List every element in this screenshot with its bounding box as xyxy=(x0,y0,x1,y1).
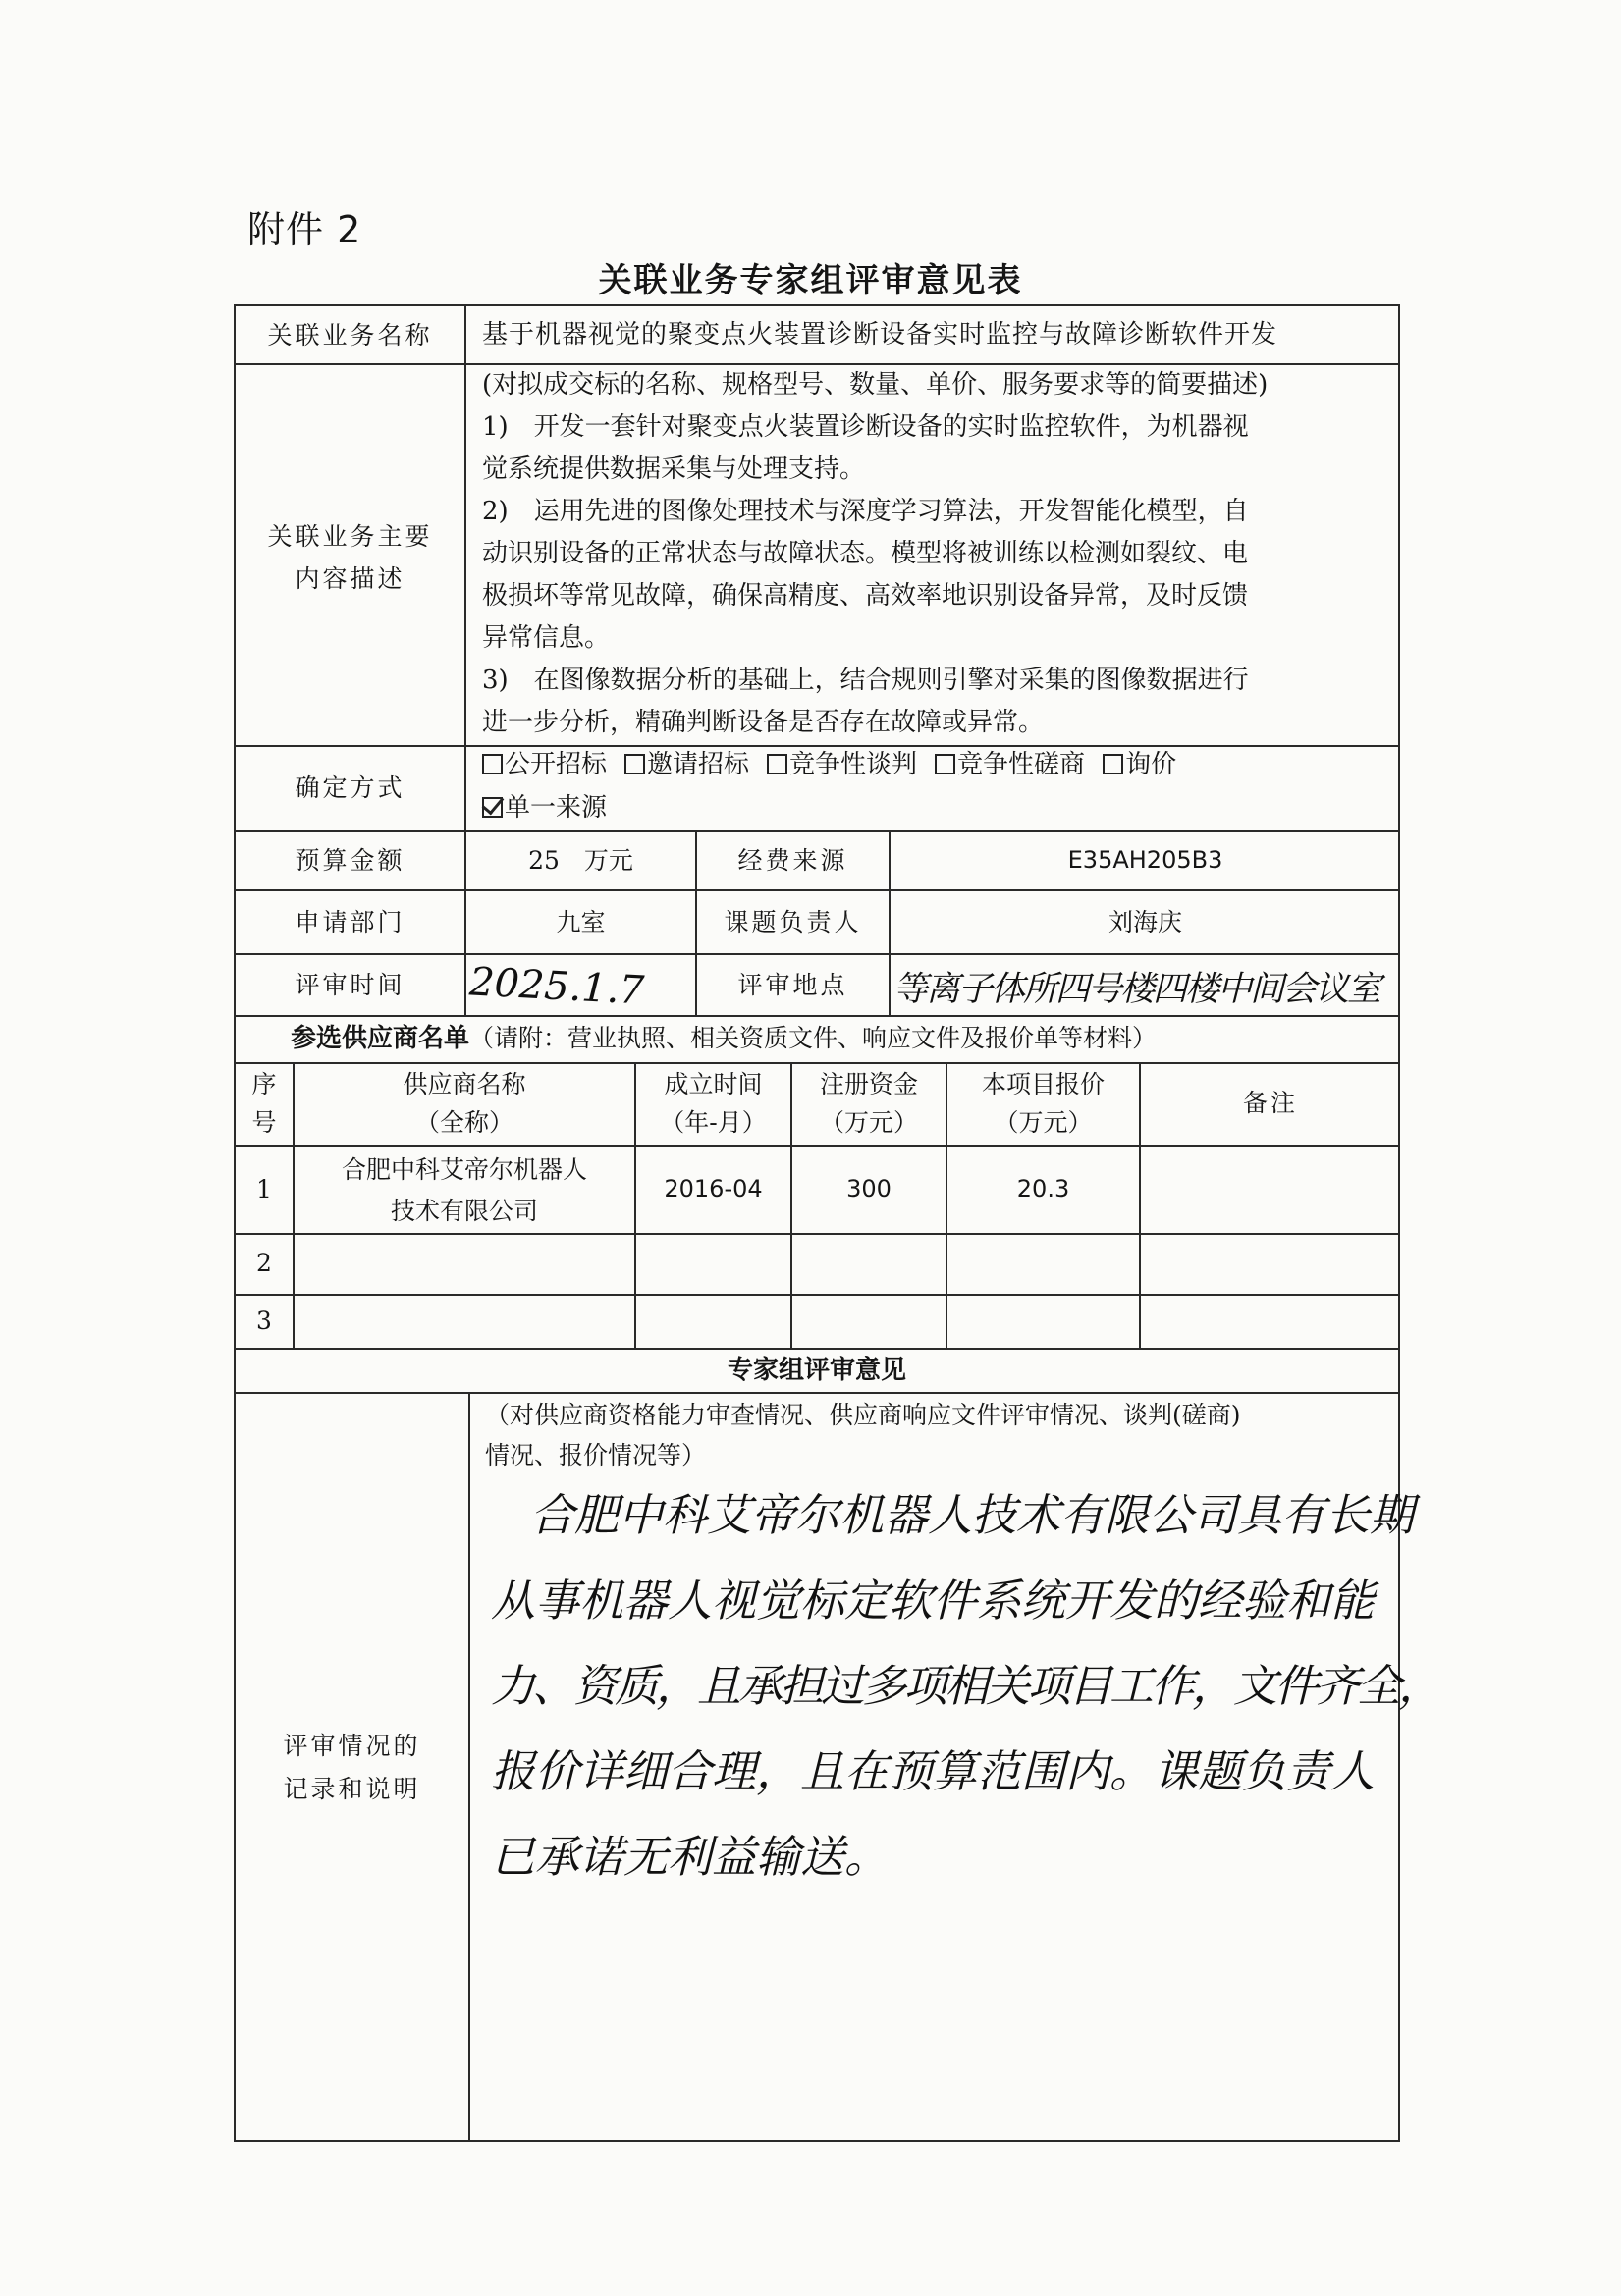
col-header-founded: （年-月） xyxy=(660,1108,767,1137)
description-line: (对拟成交标的名称、规格型号、数量、单价、服务要求等的简要描述) xyxy=(482,370,1269,400)
row-divider xyxy=(234,830,1400,832)
supplier-name: 合肥中科艾帝尔机器人 xyxy=(341,1155,587,1184)
review-place-label: 评审地点 xyxy=(737,971,848,999)
method-option-inquiry[interactable]: 询价 xyxy=(1103,750,1176,779)
review-place-value: 等离子体所四号楼四楼中间会议室 xyxy=(893,970,1380,1009)
opinion-line: 报价详细合理，且在预算范围内。课题负责人 xyxy=(491,1745,1376,1797)
project-leader-label: 课题负责人 xyxy=(724,908,862,936)
business-name-label: 关联业务名称 xyxy=(267,321,433,349)
supplier-row-no: 2 xyxy=(256,1249,272,1277)
business-content-label: 关联业务主要 xyxy=(267,522,433,551)
col-header-no: 序 xyxy=(251,1070,277,1098)
checkbox-icon[interactable] xyxy=(624,754,645,774)
description-line: 3) 在图像数据分析的基础上，结合规则引擎对采集的图像数据进行 xyxy=(482,666,1249,695)
funding-label: 经费来源 xyxy=(737,846,848,875)
department-value: 九室 xyxy=(556,908,606,936)
supplier-row-no: 3 xyxy=(256,1307,272,1335)
row-divider xyxy=(234,1145,1400,1147)
description-line: 2) 运用先进的图像处理技术与深度学习算法，开发智能化模型，自 xyxy=(482,497,1249,526)
expert-review-title: 专家组评审意见 xyxy=(727,1356,906,1385)
supplier-founded: 2016-04 xyxy=(664,1175,763,1202)
description-line: 极损坏等常见故障，确保高精度、高效率地识别设备异常，及时反馈 xyxy=(482,581,1249,611)
checkbox-checked-icon[interactable] xyxy=(482,797,503,818)
col-header-capital: （万元） xyxy=(819,1108,918,1137)
checkbox-icon[interactable] xyxy=(935,754,955,774)
col-header-quote: 本项目报价 xyxy=(981,1070,1105,1098)
description-line: 1) 开发一套针对聚变点火装置诊断设备的实时监控软件，为机器视 xyxy=(482,412,1249,442)
opinion-line: 力、资质，且承担过多项相关项目工作，文件齐全， xyxy=(491,1660,1440,1712)
method-label: 确定方式 xyxy=(295,774,405,802)
supplier-name: 技术有限公司 xyxy=(390,1197,538,1225)
col-header-remark: 备注 xyxy=(1242,1089,1298,1117)
handwritten-review-opinion xyxy=(491,1472,1439,1899)
col-header-capital: 注册资金 xyxy=(819,1070,918,1098)
attachment-number: 附件 2 xyxy=(247,208,362,251)
supplier-list-note: （请附：营业执照、相关资质文件、响应文件及报价单等材料） xyxy=(469,1024,1158,1052)
opinion-line: 已承诺无利益输送。 xyxy=(491,1831,890,1883)
review-hint: 情况、报价情况等） xyxy=(485,1441,707,1469)
review-record-label: 评审情况的 xyxy=(283,1732,421,1760)
description-line: 异常信息。 xyxy=(482,623,611,653)
opinion-line: 从事机器人视觉标定软件系统开发的经验和能 xyxy=(491,1575,1376,1627)
checkbox-icon[interactable] xyxy=(1103,754,1123,774)
review-time-value: 2025.1.7 xyxy=(467,959,646,1014)
row-divider xyxy=(234,953,1400,955)
method-option-invited[interactable]: 邀请招标 xyxy=(624,750,749,779)
supplier-row-no: 1 xyxy=(256,1175,272,1203)
method-option-consultation[interactable]: 竞争性磋商 xyxy=(935,750,1085,779)
row-divider xyxy=(234,1233,1400,1235)
supplier-list-heading xyxy=(291,1017,1157,1060)
col-header-founded: 成立时间 xyxy=(664,1070,763,1098)
col-header-quote: （万元） xyxy=(994,1108,1093,1137)
method-options xyxy=(482,744,1194,786)
method-option-open[interactable]: 公开招标 xyxy=(482,750,607,779)
business-content-description xyxy=(482,364,1385,744)
budget-label: 预算金额 xyxy=(295,846,405,875)
business-content-label: 内容描述 xyxy=(295,564,405,593)
method-option-negotiation[interactable]: 竞争性谈判 xyxy=(767,750,917,779)
supplier-list-title: 参选供应商名单 xyxy=(291,1024,470,1053)
description-line: 进一步分析，精确判断设备是否存在故障或异常。 xyxy=(482,708,1045,737)
row-divider xyxy=(234,889,1400,891)
description-line: 动识别设备的正常状态与故障状态。模型将被训练以检测如裂纹、电 xyxy=(482,539,1249,568)
review-hint: （对供应商资格能力审查情况、供应商响应文件评审情况、谈判(磋商) xyxy=(485,1401,1241,1429)
row-divider xyxy=(234,1294,1400,1296)
budget-value: 25 万元 xyxy=(528,846,633,875)
col-divider xyxy=(468,1392,470,2142)
col-header-no: 号 xyxy=(251,1108,277,1137)
department-label: 申请部门 xyxy=(295,908,405,936)
col-header-supplier-name: （全称） xyxy=(414,1108,513,1137)
review-record-label: 记录和说明 xyxy=(283,1775,421,1803)
supplier-quote: 20.3 xyxy=(1016,1175,1070,1202)
checkbox-icon[interactable] xyxy=(767,754,787,774)
checkbox-icon[interactable] xyxy=(482,754,503,774)
description-line: 觉系统提供数据采集与处理支持。 xyxy=(482,454,866,484)
opinion-line: 合肥中科艾帝尔机器人技术有限公司具有长期 xyxy=(530,1489,1415,1541)
project-leader-value: 刘海庆 xyxy=(1108,908,1182,936)
col-header-supplier-name: 供应商名称 xyxy=(403,1070,526,1098)
method-option-single-source[interactable]: 单一来源 xyxy=(482,787,607,829)
form-title: 关联业务专家组评审意见表 xyxy=(598,261,1023,300)
funding-value: E35AH205B3 xyxy=(1067,846,1223,874)
review-time-label: 评审时间 xyxy=(295,971,405,999)
supplier-capital: 300 xyxy=(846,1175,892,1202)
business-name-value: 基于机器视觉的聚变点火装置诊断设备实时监控与故障诊断软件开发 xyxy=(482,320,1278,349)
